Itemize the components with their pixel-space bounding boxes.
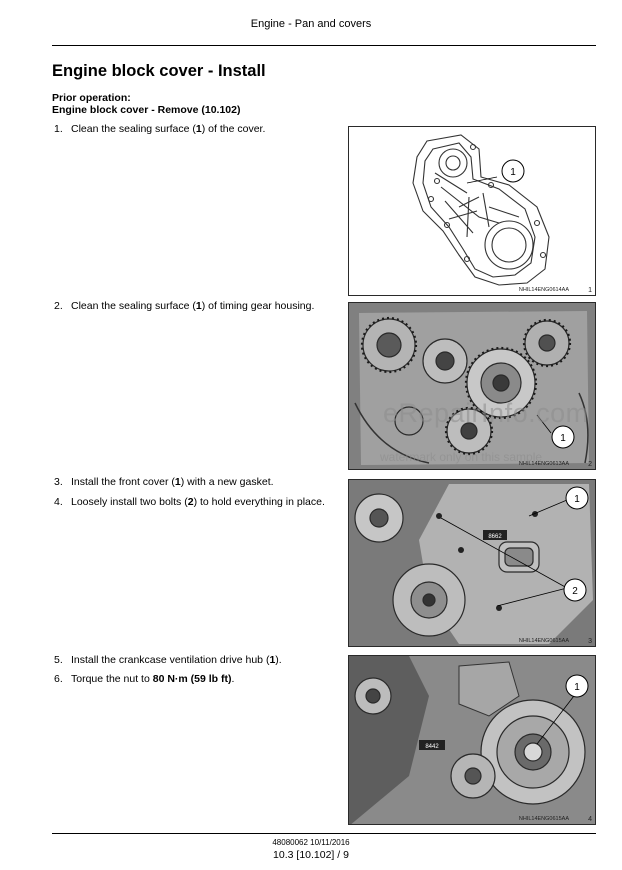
step-6 (54, 673, 234, 685)
timing-gear-photo (349, 303, 596, 470)
prior-operation-label: Prior operation: (52, 92, 131, 104)
step-2 (54, 300, 314, 312)
step-text: ) of timing gear housing. (201, 300, 315, 312)
footer-divider (52, 833, 596, 834)
callout-label: 1 (574, 682, 580, 693)
footer-document-number: 48080062 10/11/2016 (272, 838, 350, 847)
step-text: Install the crankcase ventilation drive hub ( (71, 654, 270, 666)
step-text: Loosely install two bolts ( (71, 496, 188, 508)
running-header: Engine - Pan and covers (250, 18, 372, 30)
figure-number: 3 (588, 638, 592, 645)
callout-label: 2 (572, 586, 578, 597)
step-text: ) to hold everything in place. (193, 496, 325, 508)
figure-2-timing-gear-housing (348, 302, 596, 470)
figure-code: NHIL14ENG0614AA (518, 287, 569, 293)
step-text: ) of the cover. (201, 123, 266, 135)
step-number: 4. (54, 496, 63, 508)
step-3 (54, 476, 274, 488)
figure-number: 1 (588, 287, 592, 294)
engine-cover-illustration (349, 127, 596, 296)
watermark-subtitle: watermark only on this sample (380, 450, 543, 464)
step-text: Install the front cover ( (71, 476, 175, 488)
figure-3-front-cover (348, 479, 596, 647)
watermark: eRepairInfo.com (383, 398, 589, 428)
step-text: . (231, 673, 235, 685)
step-number: 5. (54, 654, 63, 666)
step-number: 3. (54, 476, 63, 488)
prior-operation-link[interactable]: Engine block cover - Remove (10.102) (52, 104, 241, 116)
figure-number: 4 (588, 816, 592, 823)
step-number: 2. (54, 300, 63, 312)
part-label: 8662 (488, 534, 502, 540)
header-divider (52, 45, 596, 46)
callout-label: 1 (560, 433, 566, 444)
step-callout: 2 (187, 496, 194, 508)
step-callout: 1 (195, 300, 202, 312)
front-cover-photo (349, 480, 596, 647)
figure-code: NHIL14ENG0615AA (518, 816, 569, 822)
footer-page-number: 10.3 [10.102] / 9 (273, 849, 349, 861)
step-text: ). (275, 654, 282, 666)
figure-code: NHIL14ENG0615AA (518, 638, 569, 644)
step-text: ) with a new gasket. (180, 476, 274, 488)
step-text: Clean the sealing surface ( (71, 123, 196, 135)
callout-label: 1 (574, 494, 580, 505)
figure-4-ventilation-drive-hub (348, 655, 596, 825)
step-callout: 80 N·m (59 lb ft) (152, 673, 232, 685)
step-1 (54, 123, 265, 135)
drive-hub-photo (349, 656, 596, 825)
step-text: Torque the nut to (71, 673, 153, 685)
step-number: 6. (54, 673, 63, 685)
figure-code: NHIL14ENG0613AA (518, 461, 569, 467)
figure-1-engine-cover (348, 126, 596, 296)
part-label: 8442 (425, 744, 439, 750)
step-callout: 1 (195, 123, 202, 135)
step-text: Clean the sealing surface ( (71, 300, 196, 312)
step-5 (54, 654, 282, 666)
step-number: 1. (54, 123, 63, 135)
callout-label: 1 (510, 167, 516, 178)
figure-number: 2 (588, 461, 592, 468)
step-callout: 1 (174, 476, 181, 488)
page-title: Engine block cover - Install (52, 62, 266, 80)
step-callout: 1 (269, 654, 276, 666)
step-4 (54, 496, 325, 508)
